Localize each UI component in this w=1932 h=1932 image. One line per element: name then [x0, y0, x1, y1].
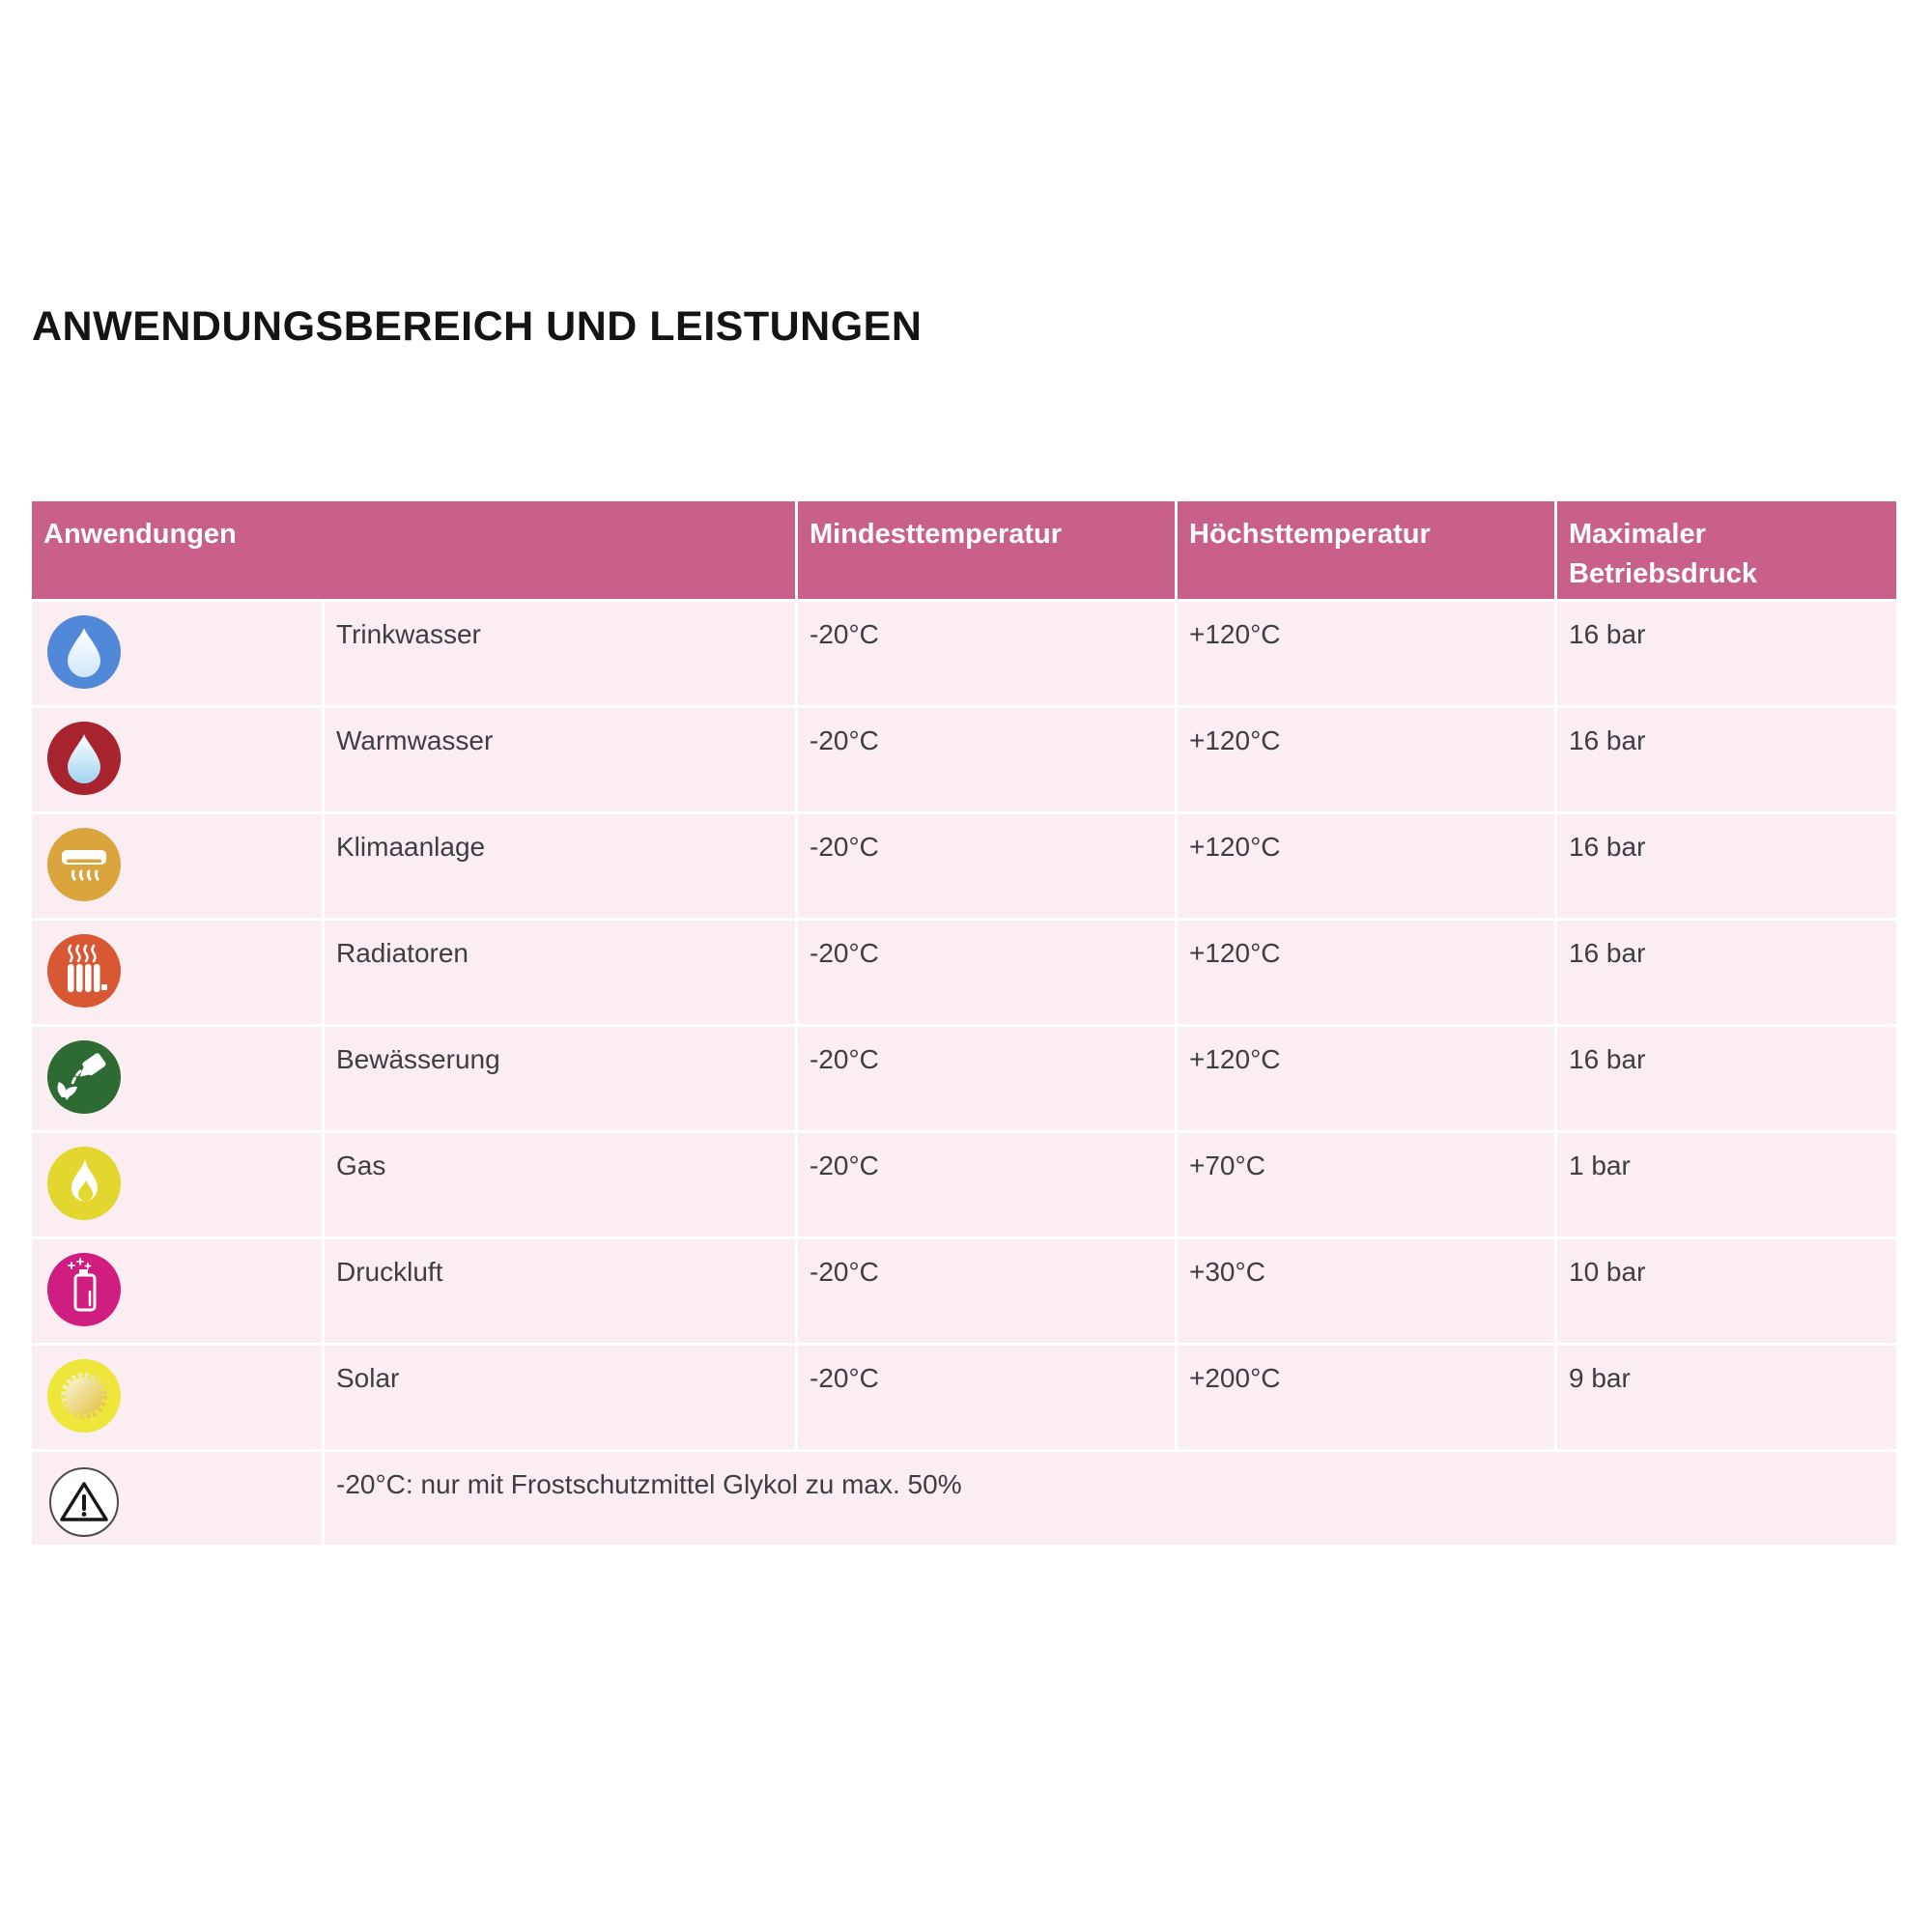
column-header-applications: Anwendungen — [32, 501, 795, 599]
min-temp-value: -20°C — [798, 814, 1175, 918]
max-temp-value: +120°C — [1178, 602, 1554, 705]
min-temp-value: -20°C — [798, 921, 1175, 1024]
application-icon-cell — [32, 708, 322, 811]
application-name: Radiatoren — [325, 921, 795, 1024]
application-icon-cell — [32, 1133, 322, 1236]
frost-protection-note: -20°C: nur mit Frostschutzmittel Glykol zu max. 50% — [325, 1452, 1896, 1545]
application-icon-cell — [32, 1239, 322, 1343]
max-pressure-value: 10 bar — [1557, 1239, 1896, 1343]
irrigation-icon — [45, 1038, 123, 1116]
application-icon-cell — [32, 1346, 322, 1449]
application-name: Druckluft — [325, 1239, 795, 1343]
application-icon-cell — [32, 921, 322, 1024]
max-temp-value: +30°C — [1178, 1239, 1554, 1343]
max-temp-value: +120°C — [1178, 1027, 1554, 1130]
solar-icon — [45, 1357, 123, 1435]
drinking-water-icon — [45, 613, 123, 691]
min-temp-value: -20°C — [798, 1133, 1175, 1236]
application-name: Solar — [325, 1346, 795, 1449]
radiator-icon — [45, 932, 123, 1009]
application-name: Trinkwasser — [325, 602, 795, 705]
application-name: Warmwasser — [325, 708, 795, 811]
max-pressure-value: 9 bar — [1557, 1346, 1896, 1449]
warning-icon — [45, 1463, 123, 1541]
max-pressure-value: 16 bar — [1557, 708, 1896, 811]
max-pressure-value: 1 bar — [1557, 1133, 1896, 1236]
column-header-max-pressure: Maximaler Betriebsdruck — [1557, 501, 1896, 599]
max-temp-value: +70°C — [1178, 1133, 1554, 1236]
applications-table — [32, 501, 1896, 1545]
min-temp-value: -20°C — [798, 1346, 1175, 1449]
application-name: Gas — [325, 1133, 795, 1236]
max-temp-value: +120°C — [1178, 708, 1554, 811]
min-temp-value: -20°C — [798, 1027, 1175, 1130]
note-icon-cell — [32, 1452, 322, 1545]
application-icon-cell — [32, 602, 322, 705]
hot-water-icon — [45, 720, 123, 797]
max-temp-value: +200°C — [1178, 1346, 1554, 1449]
column-header-min-temp: Mindesttemperatur — [798, 501, 1175, 599]
application-icon-cell — [32, 814, 322, 918]
min-temp-value: -20°C — [798, 602, 1175, 705]
column-header-max-temp: Höchsttemperatur — [1178, 501, 1554, 599]
application-name: Bewässerung — [325, 1027, 795, 1130]
max-temp-value: +120°C — [1178, 814, 1554, 918]
application-icon-cell — [32, 1027, 322, 1130]
max-pressure-value: 16 bar — [1557, 921, 1896, 1024]
max-pressure-value: 16 bar — [1557, 1027, 1896, 1130]
air-conditioning-icon — [45, 826, 123, 903]
min-temp-value: -20°C — [798, 708, 1175, 811]
compressed-air-icon — [45, 1251, 123, 1328]
application-name: Klimaanlage — [325, 814, 795, 918]
gas-flame-icon — [45, 1145, 123, 1222]
max-pressure-value: 16 bar — [1557, 602, 1896, 705]
max-pressure-value: 16 bar — [1557, 814, 1896, 918]
min-temp-value: -20°C — [798, 1239, 1175, 1343]
max-temp-value: +120°C — [1178, 921, 1554, 1024]
page-title: ANWENDUNGSBEREICH UND LEISTUNGEN — [32, 303, 923, 350]
